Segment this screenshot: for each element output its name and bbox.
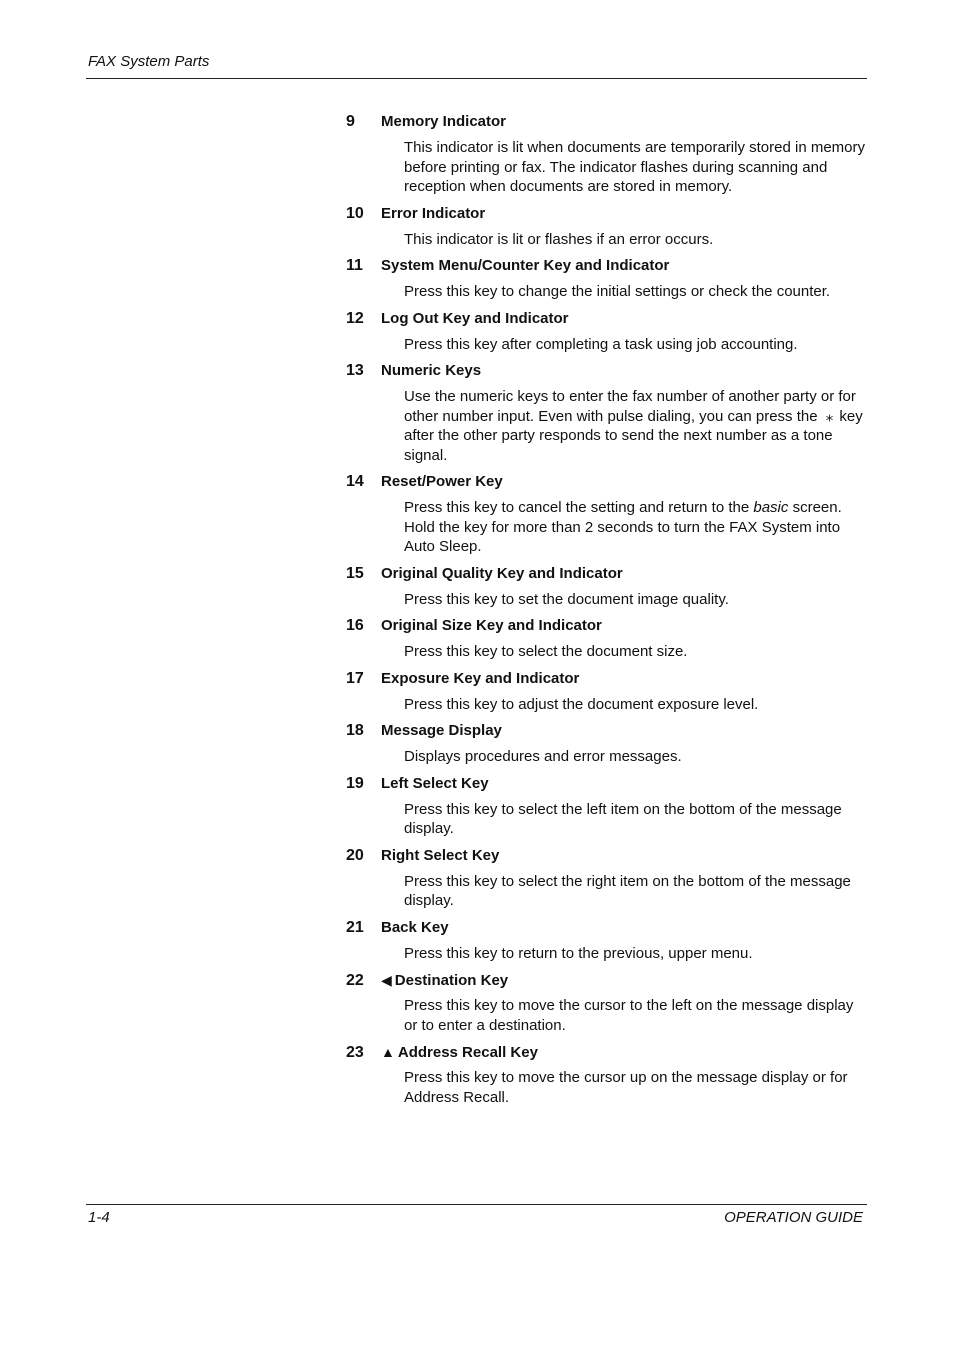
entry-number: 10 (346, 204, 364, 222)
entry-title: Right Select Key (381, 846, 500, 864)
entry-number: 20 (346, 846, 364, 864)
entry-description-emphasis: basic (753, 499, 789, 516)
entry-title: System Menu/Counter Key and Indicator (381, 257, 670, 274)
footer-rule (86, 1204, 867, 1205)
entry-description: Press this key to change the initial settings or check the counter. (404, 283, 831, 300)
entry-description: Press this key after completing a task using job accounting. (404, 335, 798, 353)
header-rule (86, 78, 867, 79)
entry-17 (346, 669, 868, 715)
entry-title: Memory Indicator (381, 113, 507, 130)
entry-number: 23 (346, 1044, 364, 1061)
entry-description: Press this key to select the left item on the bottom of the message display. (404, 800, 842, 837)
entry-13 (346, 361, 868, 465)
guide-title: OPERATION GUIDE (724, 1209, 863, 1226)
entry-number: 18 (346, 722, 364, 739)
entry-number: 16 (346, 617, 364, 634)
page-header-title: FAX System Parts (88, 53, 210, 70)
entry-title: Original Size Key and Indicator (381, 617, 602, 634)
entry-title: Back Key (381, 918, 449, 936)
entry-description: Press this key to select the right item on the bottom of the message display. (404, 872, 851, 909)
entry-22 (346, 970, 868, 1035)
entry-14 (346, 472, 868, 557)
entry-number: 22 (346, 972, 364, 989)
entry-number: 12 (346, 309, 364, 327)
entry-description: Press this key to set the document image quality. (404, 590, 729, 608)
entry-description (404, 498, 868, 557)
entry-description (404, 387, 868, 465)
up-arrow-icon: ▲ (381, 1044, 395, 1060)
entry-title: Numeric Keys (381, 362, 482, 379)
entry-number: 13 (346, 362, 364, 379)
entry-9 (346, 112, 868, 197)
left-arrow-icon: ◀ (381, 972, 392, 988)
asterisk-key-icon: ⁎ (825, 407, 834, 425)
entry-number: 21 (346, 918, 364, 936)
page-number: 1-4 (88, 1209, 110, 1226)
entry-23 (346, 1042, 868, 1107)
entry-21 (346, 918, 868, 964)
entry-title: Reset/Power Key (381, 473, 503, 490)
entry-number: 15 (346, 564, 364, 582)
entry-number: 11 (346, 257, 363, 274)
entry-description-part: key after the other party responds to send the next number as a tone signal. (404, 407, 863, 464)
entry-19 (346, 774, 868, 839)
entry-title: Log Out Key and Indicator (381, 309, 569, 327)
entry-description: Displays procedures and error messages. (404, 748, 682, 765)
entry-title: Address Recall Key (397, 1044, 538, 1061)
entry-description: This indicator is lit or flashes if an error occurs. (404, 230, 714, 248)
entry-number: 9 (346, 113, 355, 130)
entry-16 (346, 616, 868, 662)
entry-18 (346, 721, 868, 767)
entry-title: Left Select Key (381, 774, 489, 792)
entry-11 (346, 256, 868, 302)
entry-10 (346, 204, 868, 250)
entry-description: Press this key to move the cursor up on the message display or for Address Recall. (404, 1069, 848, 1106)
entry-15 (346, 564, 868, 610)
entry-description: Press this key to return to the previous, upper menu. (404, 944, 753, 962)
entry-description: Press this key to move the cursor to the left on the message display or to enter a destination. (404, 997, 854, 1034)
entry-title: Exposure Key and Indicator (381, 669, 580, 687)
entry-title: Error Indicator (381, 204, 486, 222)
entry-title: Original Quality Key and Indicator (381, 564, 623, 582)
entry-description: Press this key to select the document size. (404, 643, 688, 660)
entry-20 (346, 846, 868, 911)
entry-description: Press this key to adjust the document exposure level. (404, 695, 759, 713)
entry-title: Message Display (381, 722, 502, 739)
entry-description-part: screen. Hold the key for more than 2 seconds to turn the FAX System into Auto Sleep. (404, 499, 842, 555)
entry-12 (346, 309, 868, 355)
entry-number: 17 (346, 669, 364, 687)
entry-list (346, 112, 868, 1114)
entry-description-part: Use the numeric keys to enter the fax number of another party or for other number input. Even with pulse dialing, you can press the (404, 388, 856, 425)
entry-description: This indicator is lit when documents are temporarily stored in memory before printing or fax. The indicator flashes during scanning and reception when documents are stored in memory. (404, 139, 866, 195)
entry-description-part: Press this key to cancel the setting and return to the (404, 499, 750, 516)
entry-number: 14 (346, 473, 364, 490)
entry-title: Destination Key (394, 972, 509, 989)
entry-number: 19 (346, 774, 364, 792)
